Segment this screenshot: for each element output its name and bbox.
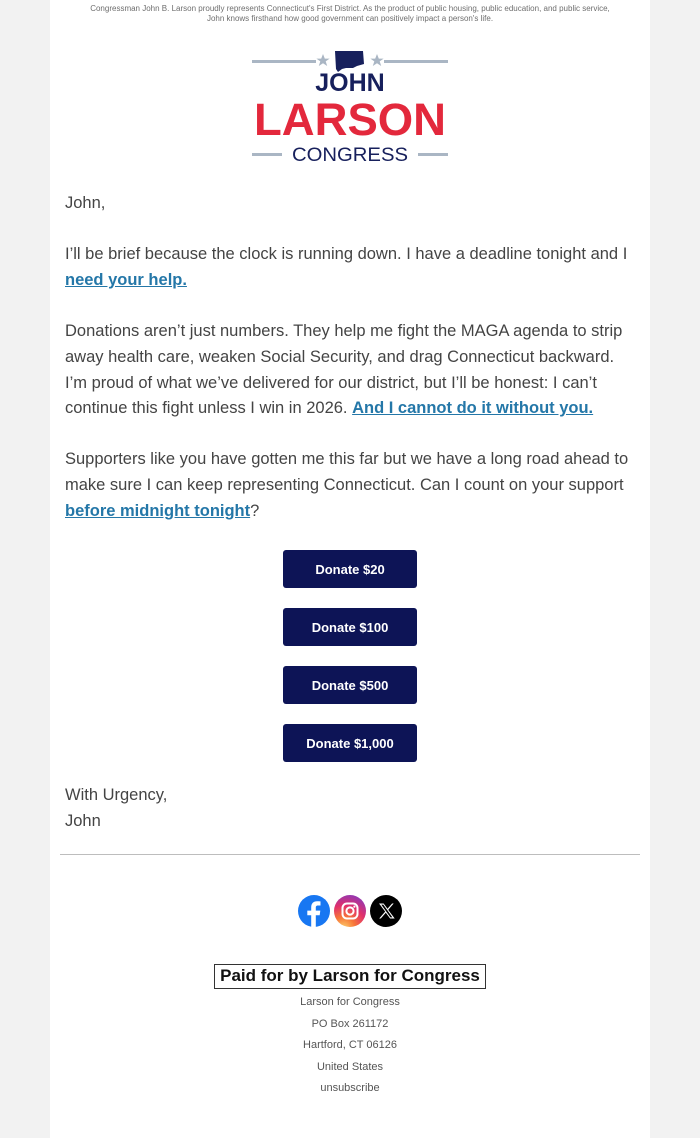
signoff: [50, 782, 650, 834]
paragraph-1: I’ll be brief because the clock is running down. I have a deadline tonight and I need your help.: [65, 245, 628, 289]
donate-500-button[interactable]: Donate $500: [283, 666, 417, 704]
email-body: [50, 191, 650, 525]
divider: [60, 854, 640, 855]
star-icon: [370, 54, 383, 66]
donate-button-list: [50, 550, 650, 762]
cannot-do-it-without-you-link[interactable]: And I cannot do it without you.: [352, 399, 594, 418]
email-page: [50, 0, 650, 1138]
need-your-help-link[interactable]: need your help.: [65, 270, 187, 289]
signoff-line: With Urgency,: [65, 786, 168, 805]
footer-country: United States: [316, 1060, 384, 1073]
preheader-text: Congressman John B. Larson proudly represents Connecticut's First District. As the product of public housing, public education, and public service, John knows firsthand how good government can positively impact a person's life.: [90, 4, 610, 23]
donate-20-button[interactable]: Donate $20: [283, 550, 417, 588]
before-midnight-link[interactable]: before midnight tonight: [65, 501, 251, 520]
campaign-logo: [250, 47, 450, 165]
footer-address: [50, 992, 650, 1100]
facebook-icon[interactable]: [298, 895, 330, 927]
footer-city: Hartford, CT 06126: [303, 1039, 397, 1052]
donate-1000-button[interactable]: Donate $1,000: [283, 724, 417, 762]
footer-org: Larson for Congress: [300, 996, 400, 1009]
social-links: [50, 895, 650, 927]
paragraph-2: Donations aren’t just numbers. They help me fight the MAGA agenda to strip away health care, weaken Social Security, and drag Connecticut backward. I’m proud of what we’ve delivered for our district, but I’ll be honest: I can’t continue this fight unless I win in 2026. And I cannot do it without you.: [65, 322, 623, 418]
donate-100-button[interactable]: Donate $100: [283, 608, 417, 646]
signoff-name: John: [65, 812, 101, 831]
logo-congress: CONGRESS: [292, 145, 408, 165]
greeting: John,: [65, 194, 106, 212]
paragraph-3: Supporters like you have gotten me this far but we have a long road ahead to make sure I can keep representing Connecticut. Can I count on your support before midnight tonight?: [65, 450, 629, 520]
unsubscribe-link[interactable]: unsubscribe: [320, 1082, 380, 1095]
instagram-icon[interactable]: [334, 895, 366, 927]
star-icon: [316, 54, 329, 66]
footer-po-box: PO Box 261172: [311, 1017, 389, 1030]
logo-john: JOHN: [315, 69, 385, 97]
paid-for-disclaimer: Paid for by Larson for Congress: [214, 964, 486, 989]
logo-larson: LARSON: [254, 94, 446, 145]
x-icon[interactable]: [370, 895, 402, 927]
